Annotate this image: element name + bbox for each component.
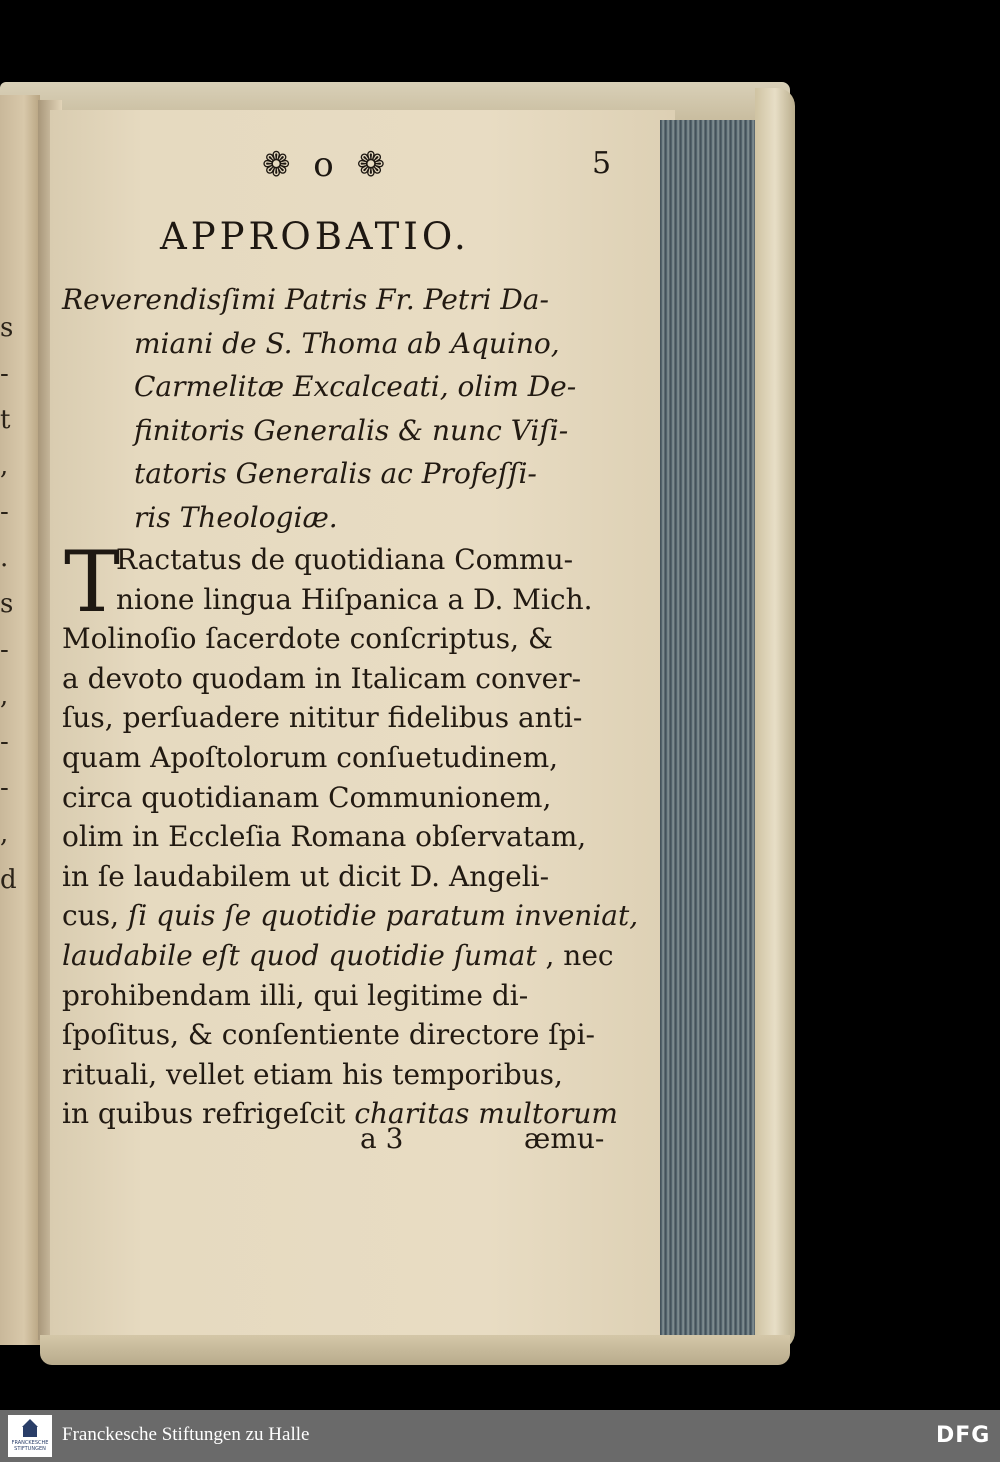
drop-cap: T	[64, 533, 121, 631]
body-line: Molinoſio ſacerdote conſcriptus, &	[62, 622, 553, 656]
body-line: laudabile eſt quod quotidie ſumat , nec	[62, 938, 614, 972]
subtitle-line: ris Theologiæ.	[134, 500, 338, 534]
body-line: rituali, vellet etiam his temporibus,	[62, 1057, 563, 1091]
subtitle-line: miani de S. Thoma ab Aquino,	[134, 326, 560, 360]
page-number: 5	[592, 146, 612, 181]
page-fore-edge	[660, 120, 765, 1350]
left-page-edge	[0, 95, 40, 1345]
body-line: in ſe laudabilem ut dicit D. Angeli-	[62, 859, 550, 893]
body-line: quam Apoſtolorum conſuetudinem,	[62, 740, 559, 774]
body-line: a devoto quodam in Italicam conver-	[62, 661, 582, 695]
logo-body-shape	[23, 1427, 37, 1437]
body-line: cus, ſi quis ſe quotidie paratum inveniat,	[62, 899, 639, 933]
body-line: nione lingua Hiſpanica a D. Mich.	[116, 582, 593, 616]
institution-name[interactable]: Franckesche Stiftungen zu Halle	[62, 1424, 310, 1445]
franckesche-logo[interactable]	[8, 1415, 52, 1457]
body-line: in quibus refrigeſcit charitas multorum	[62, 1097, 618, 1131]
dfg-logo[interactable]: DFG	[936, 1423, 991, 1448]
body-line: Ractatus de quotidiana Commu-	[116, 543, 574, 576]
left-page-fragments: s - t , - . s - , - - , d	[0, 313, 17, 895]
vellum-cover-bottom	[40, 1335, 790, 1365]
body-line: circa quotidianam Communionem,	[62, 780, 552, 814]
subtitle-line: Carmelitæ Excalceati, olim De-	[134, 370, 577, 403]
footer-bar	[0, 1410, 1000, 1462]
subtitle-line: Reverendisſimi Patris Fr. Petri Da-	[62, 283, 549, 316]
approbation-subtitle	[62, 278, 622, 539]
body-text	[62, 533, 639, 1134]
vellum-cover-side	[755, 88, 795, 1350]
logo-text: FRANCKESCHE STIFTUNGEN	[11, 1440, 49, 1452]
catchword: æmu-	[524, 1122, 605, 1155]
page-heading: APPROBATIO.	[160, 215, 470, 258]
subtitle-line: finitoris Generalis & nunc Viſi-	[134, 413, 569, 447]
header-ornament: ❁ o ❁	[262, 145, 392, 185]
body-line: prohibendam illi, qui legitime di-	[62, 978, 529, 1012]
house-icon	[22, 1419, 38, 1427]
body-line: ſpoſitus, & conſentiente directore ſpi-	[62, 1018, 595, 1052]
subtitle-line: tatoris Generalis ac Profeſſi-	[134, 457, 537, 490]
body-line: ſus, perſuadere nititur fidelibus anti-	[62, 701, 583, 735]
body-line: olim in Eccleſia Romana obſervatam,	[62, 820, 587, 854]
signature-mark: a 3	[360, 1122, 404, 1155]
